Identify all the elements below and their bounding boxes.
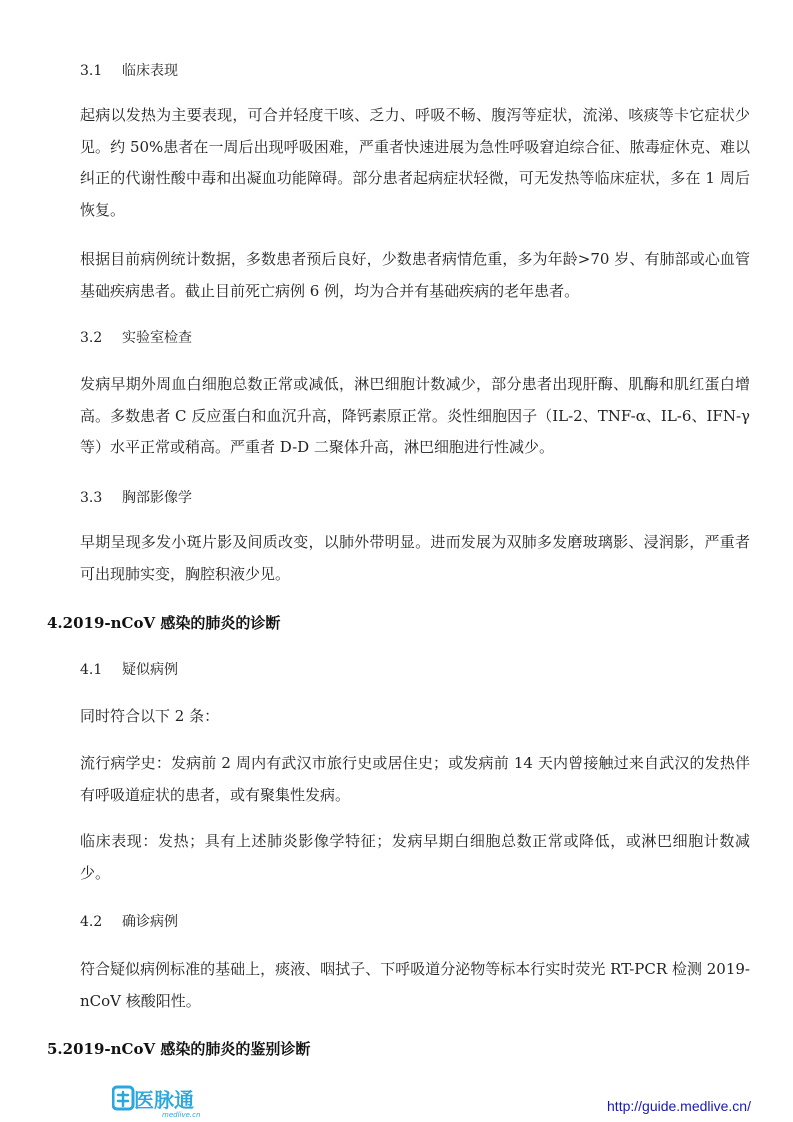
paragraph-lab-tests: 发病早期外周血白细胞总数正常或减低，淋巴细胞计数减少，部分患者出现肝酶、肌酶和肌红蛋白增高。多数患者 C 反应蛋白和血沉升高，降钙素原正常。炎性细胞因子（IL-2、TNF-α、IL-6、IFN-γ等）水平正常或稍高。严重者 D-D 二聚体升高，淋巴细胞进行性减少。	[80, 375, 750, 456]
paragraph-epidemiology: 流行病学史：发病前 2 周内有武汉市旅行史或居住史；或发病前 14 天内曾接触过来自武汉的发热伴有呼吸道症状的患者，或有聚集性发病。	[80, 754, 750, 804]
section-3-1-heading	[80, 61, 178, 81]
section-number: 3.1	[80, 63, 103, 79]
paragraph-criteria-intro: 同时符合以下 2 条：	[80, 707, 220, 725]
section-4-2-heading	[80, 912, 178, 932]
section-title: 临床表现	[122, 63, 178, 79]
section-3-2-heading	[80, 328, 192, 348]
section-number: 3.2	[80, 330, 103, 346]
logo-mark-icon	[113, 1087, 133, 1109]
footer-url-link[interactable]: http://guide.medlive.cn/	[607, 1098, 751, 1114]
paragraph-imaging: 早期呈现多发小斑片影及间质改变，以肺外带明显。进而发展为双肺多发磨玻璃影、浸润影，严重者可出现肺实变，胸腔积液少见。	[80, 533, 750, 583]
section-number: 4.1	[80, 662, 103, 678]
paragraph-clinical-criteria: 临床表现：发热；具有上述肺炎影像学特征；发病早期白细胞总数正常或降低，或淋巴细胞计数减少。	[80, 832, 750, 882]
section-title: 实验室检查	[122, 330, 192, 346]
paragraph-confirmed: 符合疑似病例标准的基础上，痰液、咽拭子、下呼吸道分泌物等标本行实时荧光 RT-PCR 检测 2019-nCoV 核酸阳性。	[80, 960, 750, 1010]
section-title: 确诊病例	[122, 914, 178, 930]
heading-diagnosis: 4.2019-nCoV 感染的肺炎的诊断	[47, 614, 281, 632]
section-number: 3.3	[80, 490, 103, 506]
heading-differential-diagnosis: 5.2019-nCoV 感染的肺炎的鉴别诊断	[47, 1040, 311, 1058]
section-title: 疑似病例	[122, 662, 178, 678]
paragraph-prognosis: 根据目前病例统计数据，多数患者预后良好，少数患者病情危重，多为年龄>70 岁、有肺部或心血管基础疾病患者。截止目前死亡病例 6 例，均为合并有基础疾病的老年患者。	[80, 250, 750, 300]
paragraph-clinical-symptoms: 起病以发热为主要表现，可合并轻度干咳、乏力、呼吸不畅、腹泻等症状，流涕、咳痰等卡它症状少见。约 50%患者在一周后出现呼吸困难，严重者快速进展为急性呼吸窘迫综合征、脓毒症休克、难以纠正的代谢性酸中毒和出凝血功能障碍。部分患者起病症状轻微，可无发热等临床症状，多在 1 周后恢复。	[80, 106, 750, 219]
section-number: 4.2	[80, 914, 103, 930]
logo-subtext: medlive.cn	[162, 1111, 201, 1119]
section-4-1-heading	[80, 660, 178, 680]
medlive-logo	[112, 1083, 212, 1119]
section-3-3-heading	[80, 488, 192, 508]
section-title: 胸部影像学	[122, 490, 192, 506]
logo-text: 医脉通	[134, 1088, 194, 1112]
